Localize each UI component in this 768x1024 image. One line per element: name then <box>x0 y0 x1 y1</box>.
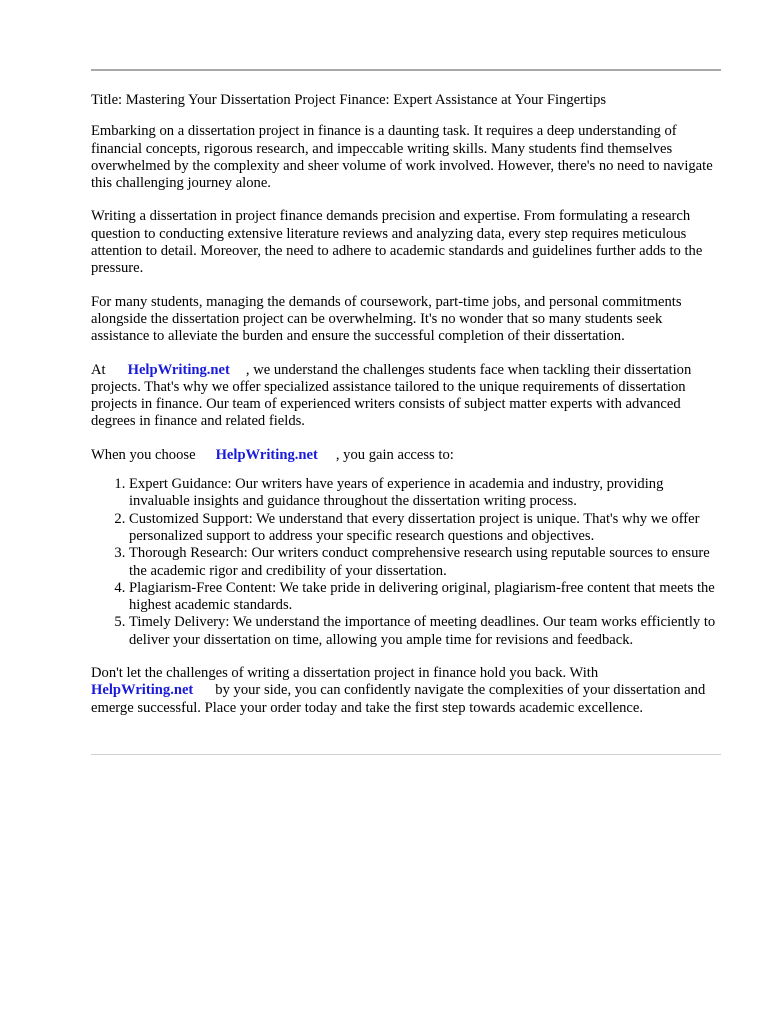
list-item: 4. Plagiarism-Free Content: We take pride in delivering original, plagiarism-free content that meets the highest academic standards. <box>129 580 723 615</box>
benefits-list <box>91 476 723 649</box>
paragraph-demands: Writing a dissertation in project finance demands precision and expertise. From formulating a research question to conducting extensive literature reviews and analyzing data, every step requires meticulous attention to detail. Moreover, the need to adhere to academic standards and guidelines further adds to the pressure. <box>91 208 703 277</box>
paragraph-closing-suffix: by your side, you can confidently navigate the complexities of your dissertation and emerge successful. Place your order today and take the first step towards academic excellence. <box>91 682 706 716</box>
top-divider <box>91 69 721 71</box>
paragraph-about-prefix: At <box>91 361 106 378</box>
paragraph-about-service <box>91 362 723 431</box>
helpwriting-link-3[interactable]: HelpWriting.net <box>91 682 194 699</box>
bottom-divider <box>91 754 721 755</box>
helpwriting-link-1[interactable]: HelpWriting.net <box>127 361 230 378</box>
paragraph-choose-suffix: , you gain access to: <box>335 446 454 463</box>
document-title: Title: Mastering Your Dissertation Project Finance: Expert Assistance at Your Fingertips <box>91 92 607 108</box>
paragraph-choose <box>91 447 723 464</box>
paragraph-closing-prefix: Don't let the challenges of writing a dissertation project in finance hold you back. With <box>91 665 599 682</box>
paragraph-students: For many students, managing the demands of coursework, part-time jobs, and personal commitments alongside the dissertation project can be overwhelming. It's no wonder that so many students seek assistance to alleviate the burden and ensure the successful completion of their dissertation. <box>91 293 682 345</box>
document-body <box>91 92 723 733</box>
list-item: 5. Timely Delivery: We understand the importance of meeting deadlines. Our team works efficiently to deliver your dissertation on time, allowing you ample time for revisions and feedback. <box>129 614 723 649</box>
paragraph-closing <box>91 665 723 717</box>
list-item: 1. Expert Guidance: Our writers have years of experience in academia and industry, providing invaluable insights and guidance throughout the dissertation writing process. <box>129 476 723 511</box>
paragraph-about-suffix: , we understand the challenges students face when tackling their dissertation projects. That's why we offer specialized assistance tailored to the unique requirements of dissertation projects in finance. Our team of experienced writers consists of subject matter experts with advanced degrees in finance and related fields. <box>91 361 692 430</box>
helpwriting-link-2[interactable]: HelpWriting.net <box>215 446 318 463</box>
list-item: 2. Customized Support: We understand that every dissertation project is unique. That's why we offer personalized support to address your specific research questions and objectives. <box>129 511 723 546</box>
paragraph-intro: Embarking on a dissertation project in finance is a daunting task. It requires a deep understanding of financial concepts, rigorous research, and impeccable writing skills. Many students find themselves overwhelmed by the complexity and sheer volume of work involved. However, there's no need to navigate this challenging journey alone. <box>91 123 713 192</box>
list-item: 3. Thorough Research: Our writers conduct comprehensive research using reputable sources to ensure the academic rigor and credibility of your dissertation. <box>129 545 723 580</box>
paragraph-choose-prefix: When you choose <box>91 446 196 463</box>
